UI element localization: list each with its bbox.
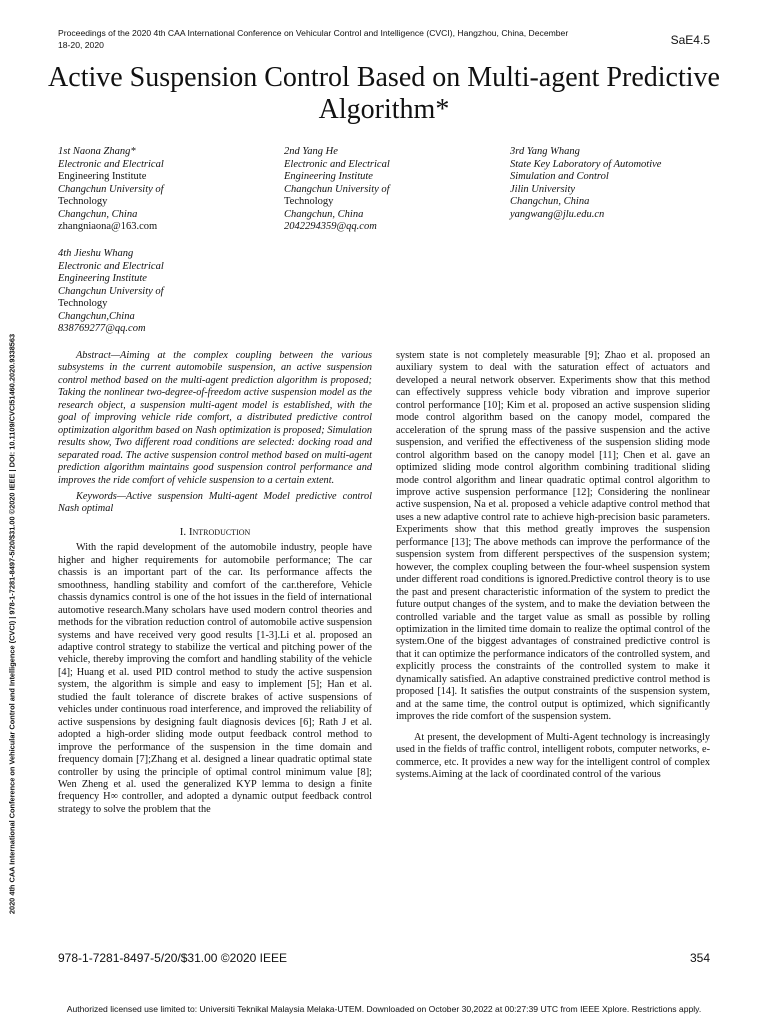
author-block: [58, 248, 258, 336]
author-email: zhangniaona@163.com: [58, 221, 158, 232]
paper-title: Active Suspension Control Based on Multi-agent Predictive Algorithm*: [48, 62, 720, 125]
author-email: 838769277@qq.com: [58, 323, 146, 334]
left-column: [58, 350, 372, 816]
author-affiliation: Changchun, China: [58, 208, 138, 220]
author-name: 2nd Yang He: [284, 146, 338, 157]
section-heading: I. Introduction: [179, 525, 251, 538]
author-name: 3rd Yang Whang: [510, 146, 580, 157]
author-affiliation: Changchun University of: [58, 183, 164, 195]
body-paragraph: system state is not completely measurable [9]; Zhao et al. proposed an auxiliary system to deal with the saturation effect of actuators and developed a neural network observer. Experiments show that this method can effectively suppress vehicle body vibration and improve superior control performance [10]; Kim et al. proposed an active suspension sliding mode control algorithm based on the canopy model, compared the acceleration of the sprung mass of the passive suspension and the active suspension, and verified the effectiveness of the suspension sliding mode control algorithm based on the canopy model [11]; Chen et al. gave an optimized sliding mode control algorithm combining traditional sliding mode control algorithm and linear quadratic optimal control algorithm to improve active suspension performance [12]; Considering the nonlinear active suspension, Na et al. proposed a vehicle adaptive control method that uses a new adaptive control rate to achieve high-precision basic parameters. Experiments show that this method greatly improves the suspension performance [13]; The above methods can improve the performance of the suspension system from different perspectives of the suspension system; however, the complex coupling between the four-wheel suspension system under different road conditions is ignored.Predictive control theory is to use the past and present characteristic information of the system to predict the future output changes of the system, and to make the deviation between the controlled variable and the target value as small as possible by rolling optimization in the limited time domain to realize the optimal control of the system.One of the biggest advantages of constrained predictive control is that it can optimize the performance indicators of the controlled system, and explicitly process the constraints of the controlled system to make it dynamically satisfied. An adaptive constrained predictive control method is proposed [14]. It satisfies the output constraints of the suspension system, and at the same time, the control output is optimized, which significantly improves the ride comfort of the suspension system.: [396, 350, 710, 723]
right-column: [396, 350, 710, 781]
session-code: SaE4.5: [670, 33, 710, 47]
intro-paragraph: With the rapid development of the automobile industry, people have higher and higher requirements for automobile performance; The car chassis is an important part of the car. Its performance affects the smoothness, handling stability and comfort of the car.therefore, Vehicle chassis dynamics control is one of the hot issues in the field of international automotive research.Many scholars have used modern control theories and methods for the vibration reduction control of automobile active suspension systems and have received very good results [1-3].Li et al. proposed an adaptive control strategy to stabilize the vertical and pitching power of the vehicle, thereby improving the comfort and handling stability of the vehicle [4]; Huang et al. used PID control method to study the active suspension system, the algorithm is simple and easy to implement [5]; Han et al. studied the fault tolerance of discrete brakes of active suspensions of vehicles under continuous road interference, and improved the reliability of active suspensions by designing fault diagnosis devices [6]; Rath J et al. adopted a high-order sliding mode output feedback control method to improve the performance of the suspension in the time domain and frequency domain [7];Zhang et al. designed a linear quadratic optimal state controller by using the principle of optimal control minimum value [8]; Wen Zheng et al. used the generalized KYP lemma to design a finite frequency H∞ controller, and adopted a dynamic output feedback control strategy to solve the problem that the: [58, 542, 372, 815]
author-affiliation: Changchun University of: [58, 285, 164, 297]
author-name: 4th Jieshu Whang: [58, 248, 134, 259]
author-block: [284, 146, 484, 234]
doi-sidebar: [2, 272, 22, 976]
author-affiliation: Electronic and Electrical: [284, 158, 390, 170]
author-affiliation: Engineering Institute: [58, 273, 147, 284]
author-email: yangwang@jlu.edu.cn: [510, 208, 605, 220]
author-affiliation: Changchun, China: [510, 196, 590, 207]
author-name: 1st Naona Zhang*: [58, 146, 136, 157]
license-notice: Authorized licensed use limited to: Universiti Teknikal Malaysia Melaka-UTEM. Downloaded on October 30,2022 at 00:27:39 UTC from IEEE Xplore. Restrictions apply.: [66, 1004, 702, 1014]
author-affiliation: Changchun,China: [58, 310, 135, 322]
author-affiliation: Jilin University: [510, 183, 576, 195]
page-number: 354: [689, 951, 710, 965]
author-affiliation: Changchun University of: [284, 183, 390, 195]
author-affiliation: Technology: [58, 196, 108, 207]
author-affiliation: State Key Laboratory of Automotive: [510, 158, 662, 170]
author-affiliation: Technology: [284, 196, 334, 207]
author-block: [510, 146, 730, 221]
author-block: [58, 146, 258, 234]
body-paragraph: At present, the development of Multi-Agent technology is increasingly used in the fields of traffic control, intelligent robots, computer networks, e-commerce, etc. It provides a new way for the intelligent control of complex systems.Aiming at the lack of coordinated control of the various: [396, 731, 710, 780]
footer-isbn: 978-1-7281-8497-5/20/$31.00 ©2020 IEEE: [58, 951, 288, 965]
conference-header: Proceedings of the 2020 4th CAA International Conference on Vehicular Control and Intelligence (CVCI), Hangzhou, China, December 18-20, 2020: [58, 28, 569, 50]
author-affiliation: Simulation and Control: [510, 171, 609, 182]
abstract: Abstract—Aiming at the complex coupling between the various subsystems in the current automobile suspension, an active suspension control method based on the multi-agent prediction algorithm is proposed; Taking the nonlinear two-degree-of-freedom active suspension model as the research object, a suspension multi-agent model is established, with the goal of improving vehicle ride comfort, a distributed predictive control optimization algorithm based on Nash optimization is proposed; Simulation results show, Two different road conditions are selected: docking road and separated road. The active suspension control method based on multi-agent prediction algorithm maintains good suspension control performance and improves the ride comfort of vehicle suspension to a certain extent.: [58, 350, 372, 486]
author-affiliation: Electronic and Electrical: [58, 158, 164, 170]
author-affiliation: Engineering Institute: [58, 171, 147, 182]
author-affiliation: Technology: [58, 298, 108, 309]
author-affiliation: Changchun, China: [284, 208, 364, 220]
author-affiliation: Electronic and Electrical: [58, 260, 164, 272]
author-affiliation: Engineering Institute: [284, 171, 373, 182]
author-email: 2042294359@qq.com: [284, 221, 377, 232]
keywords: Keywords—Active suspension Multi-agent Model predictive control Nash optimal: [58, 490, 372, 515]
doi-sidebar-text: 2020 4th CAA International Conference on Vehicular Control and Intelligence (CVCI) | 978-1-7281-8497-5/20/$31.00 ©2020 IEEE | DOI: 10.1109/CVCI51460.2020.9338563: [7, 333, 17, 915]
